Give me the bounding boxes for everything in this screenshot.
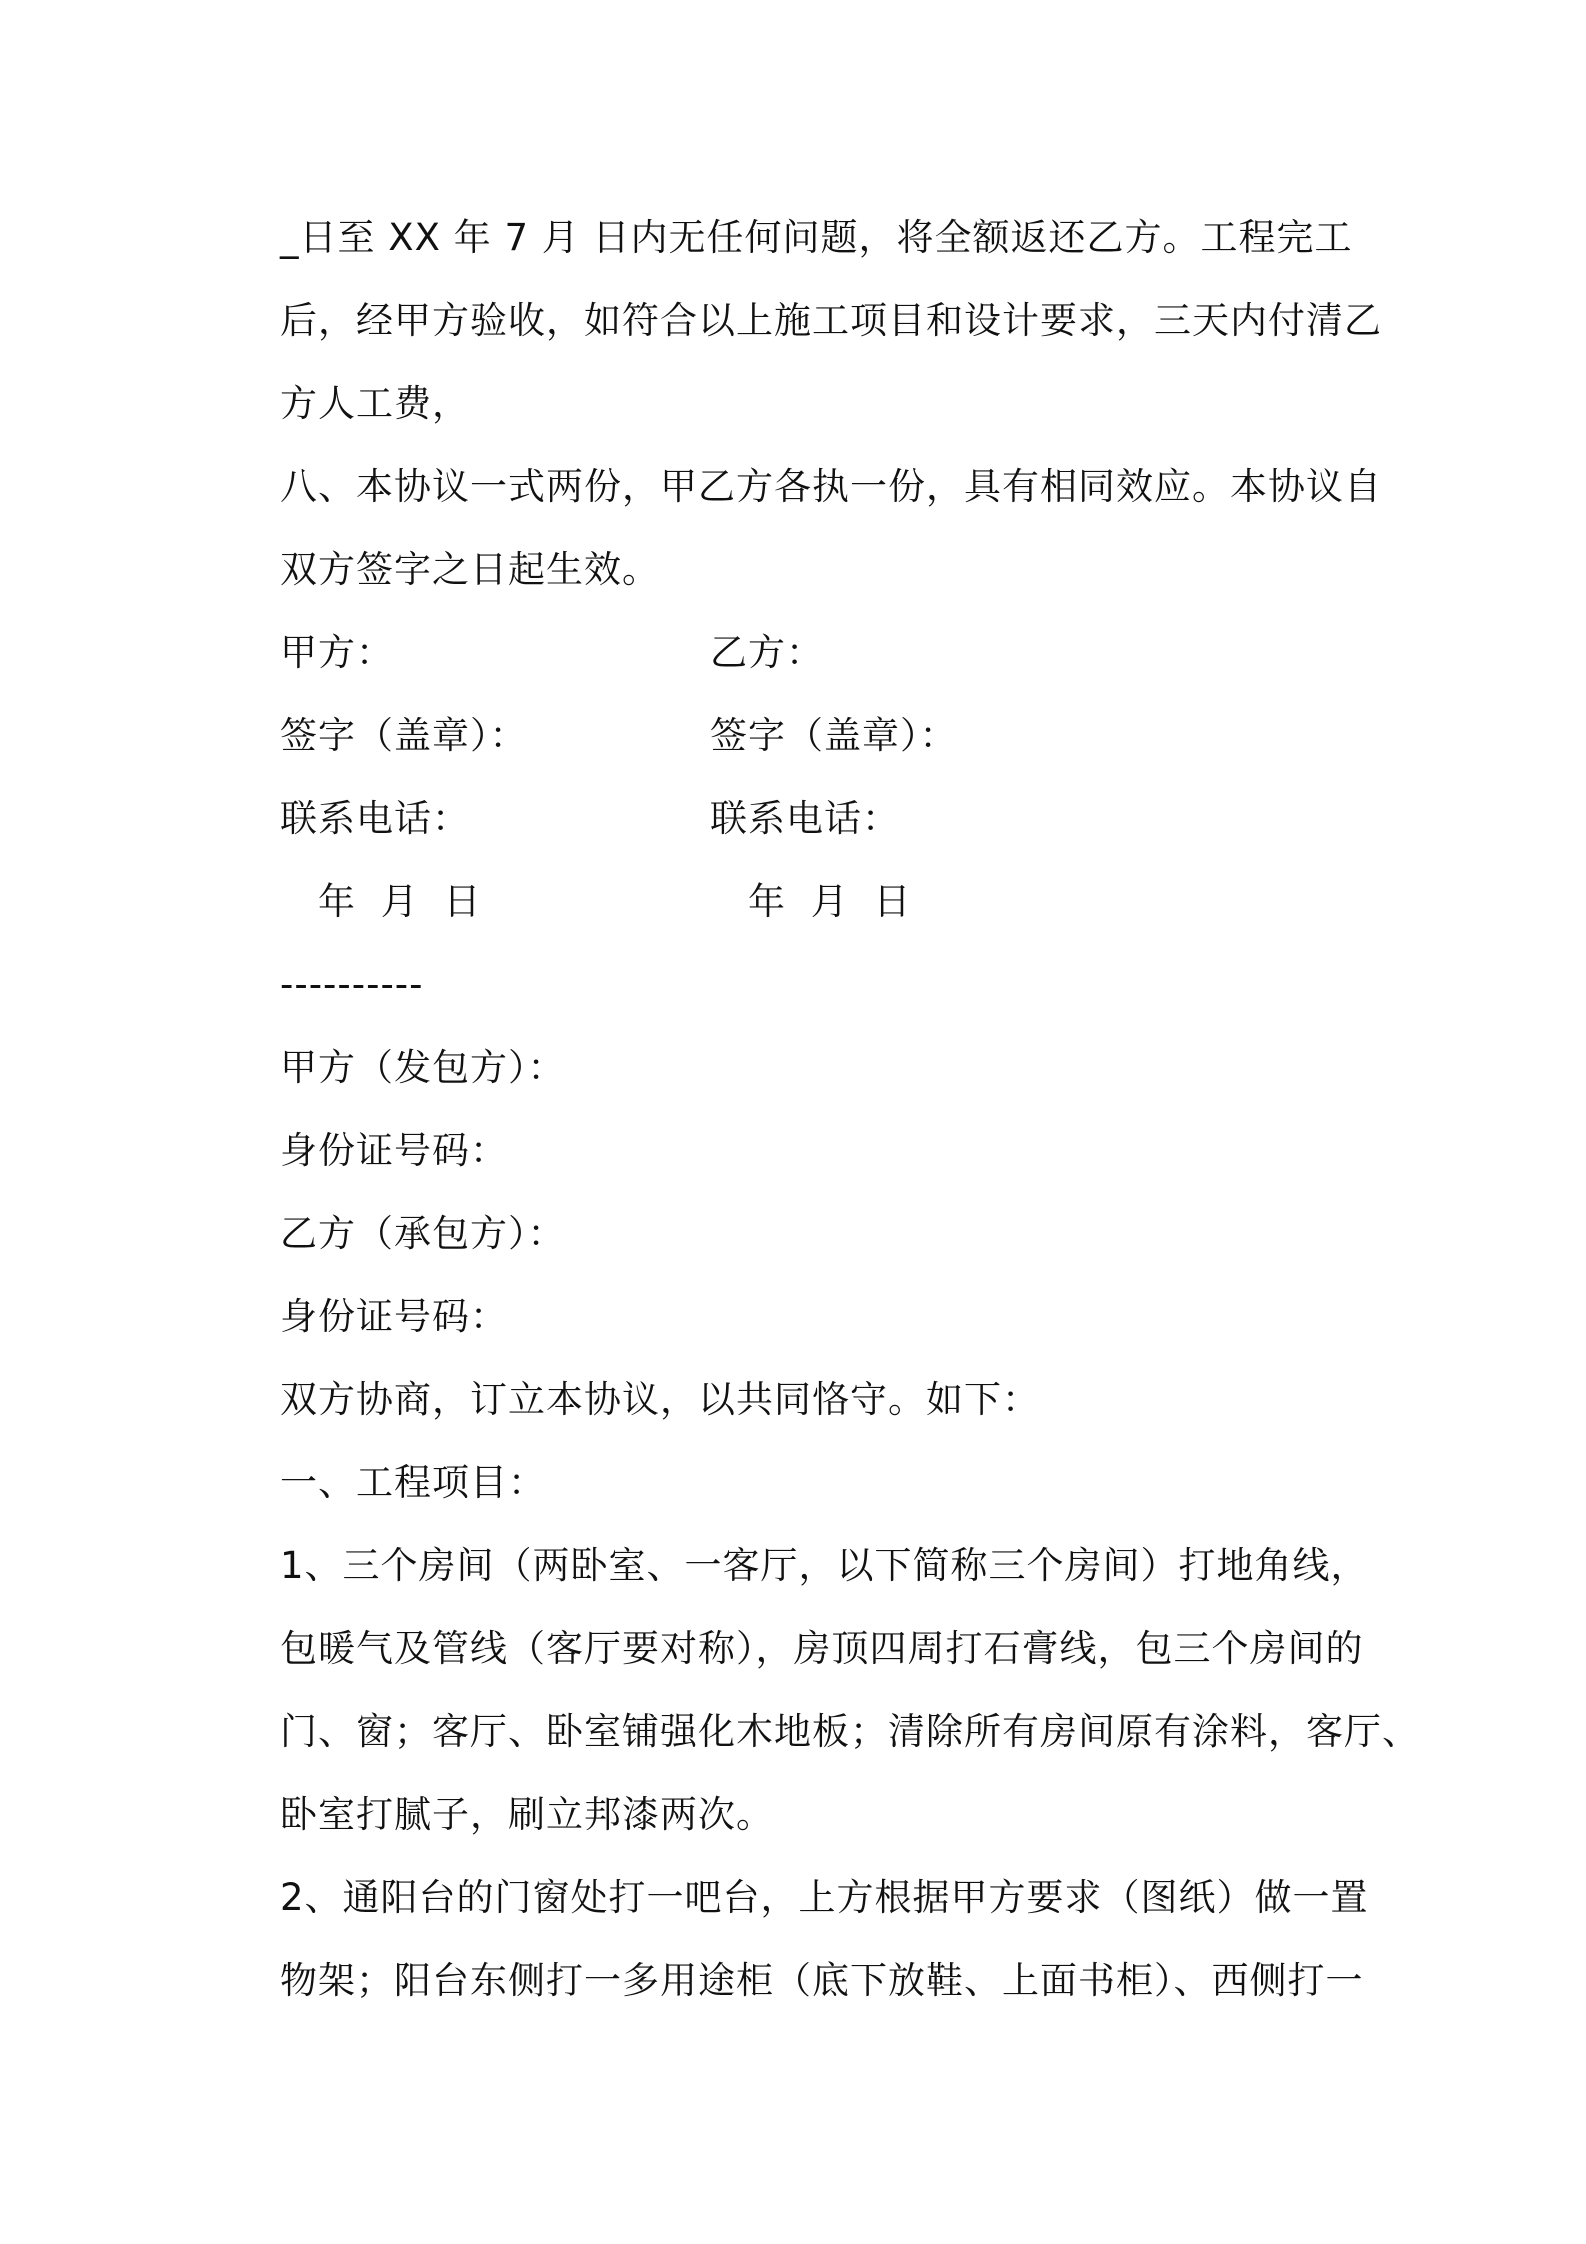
party-a-field: 甲方（发包方）： <box>280 1046 566 1089</box>
paragraph-line: 1、三个房间（两卧室、一客厅，以下简称三个房间）打地角线， <box>280 1544 1369 1587</box>
signature-sign-row <box>280 694 1360 777</box>
signature-phone-row <box>280 777 1360 860</box>
paragraph-line: 门、窗；客厅、卧室铺强化木地板；清除所有房间原有涂料，客厅、 <box>280 1710 1420 1753</box>
party-b-label: 乙方： <box>710 631 824 674</box>
party-b-field: 乙方（承包方）： <box>280 1212 566 1255</box>
party-a-phone-label: 联系电话： <box>280 797 470 840</box>
signature-party-row <box>280 611 1360 694</box>
paragraph-line: 方人工费， <box>280 382 470 425</box>
paragraph-line: 包暖气及管线（客厅要对称），房顶四周打石膏线，包三个房间的 <box>280 1627 1364 1670</box>
id-number-field: 身份证号码： <box>280 1129 508 1172</box>
agreement-intro: 双方协商，订立本协议，以共同恪守。如下： <box>280 1378 1040 1421</box>
section-heading: 一、工程项目： <box>280 1461 546 1504</box>
paragraph-line: 物架；阳台东侧打一多用途柜（底下放鞋、上面书柜）、西侧打一 <box>280 1959 1364 2002</box>
paragraph-line: _日至 XX 年 7 月 日内无任何问题，将全额返还乙方。工程完工 <box>280 216 1353 259</box>
party-a-date-label: 年 月 日 <box>318 880 482 923</box>
party-a-sign-label: 签字（盖章）： <box>280 714 528 757</box>
section-separator: ---------- <box>280 963 424 1006</box>
signature-date-row <box>280 860 1360 943</box>
paragraph-line: 双方签字之日起生效。 <box>280 548 660 591</box>
id-number-field: 身份证号码： <box>280 1295 508 1338</box>
party-b-date-label: 年 月 日 <box>748 880 912 923</box>
paragraph-line: 2、通阳台的门窗处打一吧台，上方根据甲方要求（图纸）做一置 <box>280 1876 1369 1919</box>
party-a-label: 甲方： <box>280 631 394 674</box>
paragraph-line: 卧室打腻子，刷立邦漆两次。 <box>280 1793 774 1836</box>
party-b-phone-label: 联系电话： <box>710 797 900 840</box>
party-b-sign-label: 签字（盖章）： <box>710 714 958 757</box>
document-page <box>280 196 1420 2022</box>
paragraph-line: 八、本协议一式两份，甲乙方各执一份，具有相同效应。本协议自 <box>280 465 1382 508</box>
paragraph-line: 后，经甲方验收，如符合以上施工项目和设计要求，三天内付清乙 <box>280 299 1382 342</box>
